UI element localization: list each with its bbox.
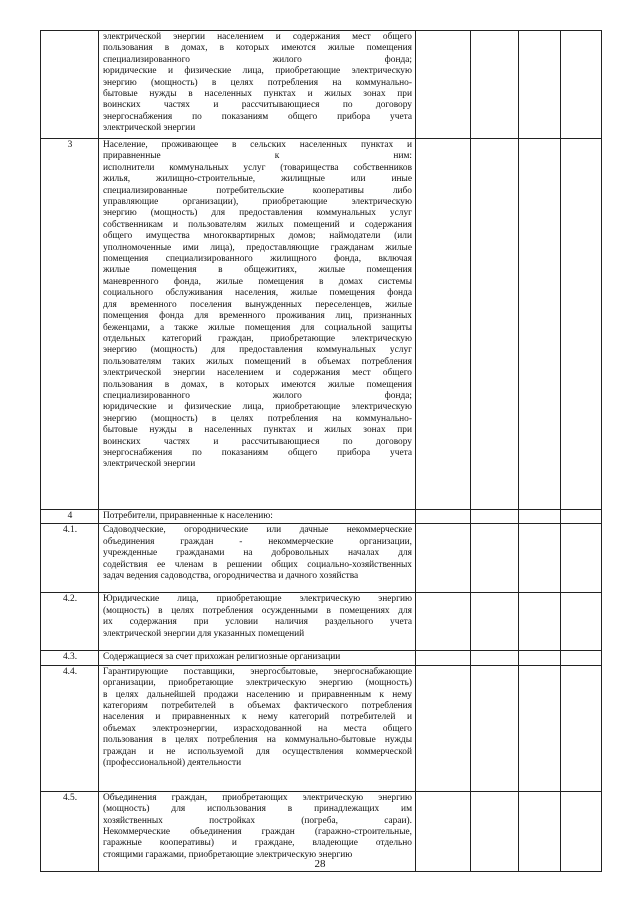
- description-line: жилья, жилищно-строительные, жилищные или иные: [103, 174, 412, 185]
- description-line: воинских частях и рассчитывающиеся по договору: [103, 436, 412, 447]
- empty-value-cell: [416, 665, 471, 791]
- description-line: содействия ее членам в решении общих социально-хозяйственных: [103, 559, 412, 570]
- description-line: пользования в домах, в которых имеются жилые помещения: [103, 379, 412, 390]
- empty-value-cell: [561, 31, 602, 139]
- row-number: 4.2.: [41, 593, 99, 651]
- consumer-category-description: [99, 524, 416, 593]
- description-line: помещения специализированного жилищного фонда, включая: [103, 254, 412, 265]
- table-row: [41, 31, 602, 139]
- description-line: электрической энергии для указанных помещений: [103, 628, 305, 639]
- description-line: категориям потребителей в объемах фактического потребления: [103, 701, 412, 712]
- description-line: электрической энергии: [103, 459, 196, 470]
- empty-value-cell: [519, 31, 561, 139]
- description-line: Потребители, приравненные к населению:: [103, 511, 273, 521]
- consumer-category-description: [99, 651, 416, 665]
- empty-value-cell: [471, 593, 519, 651]
- description-line: (мощность) для использования в принадлежащих им: [103, 804, 412, 815]
- description-line: объединения граждан - некоммерческие организации,: [103, 536, 412, 547]
- description-line: специализированные потребительские кооперативы либо: [103, 185, 412, 196]
- table-row: [41, 510, 602, 524]
- description-line: бытовые нужды в населенных пунктах и жилых зонах при: [103, 425, 412, 436]
- empty-value-cell: [471, 665, 519, 791]
- description-line: хозяйственных постройках (погреба, сараи).: [103, 815, 412, 826]
- description-line: жилые помещения в общежитиях, жилые помещения: [103, 265, 412, 276]
- description-line: уполномоченные ими лица), предоставляющие гражданам жилые: [103, 242, 412, 253]
- description-line: их содержания при условии наличия раздельного учета: [103, 617, 412, 628]
- description-line: Юридические лица, приобретающие электрическую энергию: [103, 594, 412, 605]
- empty-value-cell: [416, 139, 471, 510]
- description-line: энергию (мощность) в целях потребления на коммунально-: [103, 77, 412, 88]
- description-line: Гарантирующие поставщики, энергосбытовые, энергоснабжающие: [103, 666, 412, 677]
- empty-value-cell: [561, 593, 602, 651]
- empty-value-cell: [519, 665, 561, 791]
- description-line: электрической энергии населением и содержания мест общего: [103, 32, 412, 42]
- description-line: юридические и физические лица, приобретающие электрическую: [103, 402, 412, 413]
- table-body: [41, 31, 602, 872]
- empty-value-cell: [416, 651, 471, 665]
- tariff-consumer-table: [40, 30, 602, 872]
- empty-value-cell: [416, 593, 471, 651]
- description-line: юридические и физические лица, приобретающие электрическую: [103, 66, 412, 77]
- description-line: беженцами, а также жилые помещения для социальной защиты: [103, 322, 412, 333]
- description-line: общего имущества многоквартирных домов; наймодатели (или: [103, 231, 412, 242]
- description-line: отдельных категорий граждан, приобретающие электрическую: [103, 333, 412, 344]
- consumer-category-description: [99, 510, 416, 524]
- description-line: исполнители коммунальных услуг (товарищества собственников: [103, 162, 412, 173]
- empty-value-cell: [519, 593, 561, 651]
- description-line: Население, проживающее в сельских населенных пунктах и: [103, 140, 412, 150]
- row-number: [41, 31, 99, 139]
- empty-value-cell: [561, 139, 602, 510]
- description-line: маневренного фонда, жилые помещения в домах системы: [103, 276, 412, 287]
- empty-value-cell: [471, 524, 519, 593]
- description-line: задач ведения садоводства, огородничества и дачного хозяйства: [103, 571, 359, 582]
- empty-value-cell: [561, 510, 602, 524]
- description-line: социального обслуживания населения, жилые помещения фонда: [103, 288, 412, 299]
- description-line: приравненные к ним:: [103, 151, 412, 162]
- empty-value-cell: [561, 665, 602, 791]
- description-line: электрической энергии населением и содержания мест общего: [103, 368, 412, 379]
- row-number: 3: [41, 139, 99, 510]
- description-line: (мощность) в целях потребления осужденными в помещениях для: [103, 605, 412, 616]
- description-line: объемах электроэнергии, израсходованной на места общего: [103, 723, 412, 734]
- description-line: собственникам и пользователям жилых помещений и содержания: [103, 219, 412, 230]
- empty-value-cell: [561, 524, 602, 593]
- empty-value-cell: [561, 651, 602, 665]
- description-line: пользования в домах, в которых имеются жилые помещения: [103, 43, 412, 54]
- description-line: помещения фонда для временного проживания лиц, признанных: [103, 311, 412, 322]
- description-line: Объединения граждан, приобретающих электрическую энергию: [103, 792, 412, 803]
- row-number: 4: [41, 510, 99, 524]
- table-row: [41, 139, 602, 510]
- empty-value-cell: [519, 139, 561, 510]
- consumer-category-description: [99, 139, 416, 510]
- description-line: пользователям таких жилых помещений в объемах потребления: [103, 356, 412, 367]
- empty-value-cell: [416, 510, 471, 524]
- empty-value-cell: [471, 651, 519, 665]
- description-line: стоящими гаражами, приобретающие электрическую энергию: [103, 849, 353, 860]
- description-line: учрежденные гражданами на добровольных началах для: [103, 548, 412, 559]
- description-line: организации, приобретающие электрическую энергию (мощность): [103, 678, 412, 689]
- description-line: для временного поселения вынужденных переселенцев, жилые: [103, 299, 412, 310]
- description-line: энергию (мощность) для предоставления коммунальных услуг: [103, 208, 412, 219]
- description-line: Некоммерческие объединения граждан (гаражно-строительные,: [103, 827, 412, 838]
- empty-value-cell: [519, 524, 561, 593]
- description-line: граждан и не используемой для осуществления коммерческой: [103, 746, 412, 757]
- empty-value-cell: [519, 651, 561, 665]
- description-line: Садоводческие, огороднические или дачные некоммерческие: [103, 525, 412, 536]
- table-row: [41, 524, 602, 593]
- table-row: [41, 593, 602, 651]
- description-line: энергию (мощность) для предоставления коммунальных услуг: [103, 345, 412, 356]
- description-line: гаражные кооперативы) и граждане, владеющие отдельно: [103, 838, 412, 849]
- row-number: 4.5.: [41, 791, 99, 871]
- row-number: 4.4.: [41, 665, 99, 791]
- description-line: воинских частях и рассчитывающиеся по договору: [103, 100, 412, 111]
- empty-value-cell: [416, 31, 471, 139]
- description-line: Содержащиеся за счет прихожан религиозные организации: [103, 652, 341, 663]
- table-row: [41, 665, 602, 791]
- description-line: пользования в целях потребления на коммунально-бытовые нужды: [103, 735, 412, 746]
- table-row: [41, 651, 602, 665]
- empty-value-cell: [416, 524, 471, 593]
- page-number: 28: [314, 858, 326, 870]
- empty-value-cell: [519, 510, 561, 524]
- empty-value-cell: [471, 139, 519, 510]
- description-line: бытовые нужды в населенных пунктах и жилых зонах при: [103, 89, 412, 100]
- description-line: специализированного жилого фонда;: [103, 390, 412, 401]
- empty-value-cell: [471, 31, 519, 139]
- description-line: энергию (мощность) в целях потребления на коммунально-: [103, 413, 412, 424]
- description-line: в целях дальнейшей продажи населению и приравненным к нему: [103, 689, 412, 700]
- consumer-category-description: [99, 31, 416, 139]
- consumer-category-description: [99, 665, 416, 791]
- description-line: энергоснабжения по показаниям общего прибора учета: [103, 447, 412, 458]
- description-line: населения и приравненных к нему категорий потребителей и: [103, 712, 412, 723]
- description-line: энергоснабжения по показаниям общего прибора учета: [103, 111, 412, 122]
- description-line: (профессиональной) деятельности: [103, 758, 242, 769]
- description-line: управляющие организации), приобретающие электрическую: [103, 197, 412, 208]
- row-number: 4.1.: [41, 524, 99, 593]
- description-line: специализированного жилого фонда;: [103, 54, 412, 65]
- row-number: 4.3.: [41, 651, 99, 665]
- empty-value-cell: [471, 510, 519, 524]
- description-line: электрической энергии: [103, 123, 196, 134]
- consumer-category-description: [99, 593, 416, 651]
